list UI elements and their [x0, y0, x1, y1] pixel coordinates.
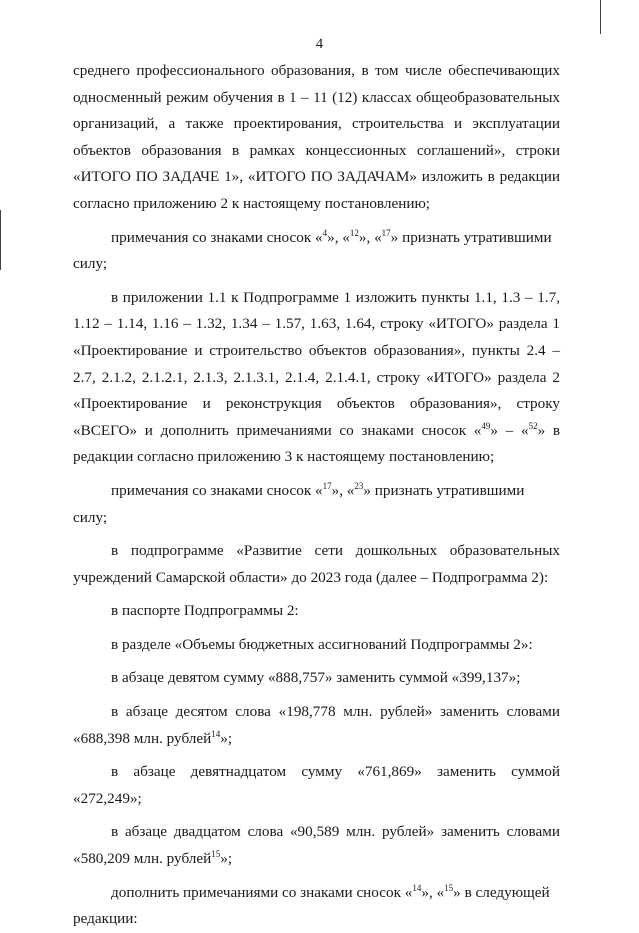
text-line: в приложении 1.1 к Подпрограмме 1 изложить пункты 1.1, 1.3 – 1.7,: [111, 288, 560, 306]
scan-edge-mark-left: [0, 210, 1, 270]
footnote-ref: 15: [211, 849, 221, 860]
text-span: », «: [331, 481, 355, 499]
footnote-ref: 4: [322, 227, 328, 238]
text-line: согласно приложению 2 к настоящему постановлению;: [73, 194, 431, 212]
paragraph-9: [73, 699, 560, 752]
text-span: » признать утратившими: [390, 228, 552, 246]
paragraph-6: в паспорте Подпрограммы 2:: [111, 602, 299, 620]
text-line: объектов образования в рамках концессионных соглашений», строки: [73, 141, 560, 159]
paragraph-2: [73, 225, 560, 278]
text-line: в абзаце девятнадцатом сумму «761,869» заменить суммой: [111, 763, 560, 781]
text-span: » в: [537, 421, 561, 439]
document-body: [73, 58, 560, 933]
text-line: редакции согласно приложению 3 к настоящему постановлению;: [73, 448, 495, 466]
text-span: «688,398 млн. рублей: [73, 729, 212, 747]
text-span: » – «: [490, 421, 529, 439]
paragraph-4: [73, 478, 560, 531]
paragraph-3: [73, 285, 560, 471]
text-line: организаций, а также проектирования, строительства и эксплуатации: [73, 115, 560, 133]
text-line: в абзаце десятом слова «198,778 млн. рублей» заменить словами: [111, 703, 560, 721]
text-line: 1.12 – 1.14, 1.16 – 1.32, 1.34 – 1.57, 1.63, 1.64, строку «ИТОГО»: [73, 315, 494, 333]
text-span: », «: [421, 883, 445, 901]
text-span: », «: [327, 228, 350, 246]
footnote-ref: 52: [528, 420, 538, 431]
text-span: примечания со знаками сносок «: [111, 228, 323, 246]
text-line: раздела 1 «Проектирование и строительство объектов образования»,: [73, 315, 560, 359]
paragraph-5: [73, 538, 560, 591]
text-line: среднего профессионального образования, в том числе обеспечивающих: [73, 62, 560, 79]
page-number: 4: [315, 36, 324, 52]
footnote-ref: 15: [444, 882, 454, 893]
footnote-ref: 14: [211, 728, 221, 739]
text-line: силу;: [73, 255, 108, 273]
text-span: дополнить примечаниями со знаками сносок «: [111, 883, 413, 901]
paragraph-1: [73, 58, 560, 218]
text-span: «580,209 млн. рублей: [73, 850, 212, 868]
text-span: » в следующей: [453, 883, 550, 901]
text-span: » признать утратившими: [363, 481, 525, 499]
footnote-ref: 12: [349, 227, 359, 238]
footnote-ref: 23: [354, 480, 364, 491]
text-line: в подпрограмме «Развитие сети дошкольных образовательных: [111, 542, 560, 560]
text-line: односменный режим обучения в 1 – 11 (12) классах общеобразовательных: [73, 88, 560, 106]
text-span: примечания со знаками сносок «: [111, 481, 323, 499]
text-line: учреждений Самарской области» до 2023 года (далее – Подпрограмма 2):: [73, 568, 549, 586]
paragraph-11: [73, 819, 560, 872]
text-line: «272,249»;: [73, 789, 142, 807]
text-line: силу;: [73, 508, 108, 526]
scan-edge-mark-top: [600, 0, 601, 34]
text-line: в абзаце двадцатом слова «90,589 млн. рублей» заменить словами: [111, 823, 560, 841]
text-span: », «: [358, 228, 382, 246]
text-line: редакции:: [73, 910, 138, 928]
paragraph-8: в абзаце девятом сумму «888,757» заменить суммой «399,137»;: [111, 669, 521, 687]
footnote-ref: 17: [381, 227, 391, 238]
text-span: «ВСЕГО» и дополнить примечаниями со знаками сносок «: [73, 421, 482, 439]
footnote-ref: 49: [481, 420, 491, 431]
paragraph-10: [73, 759, 560, 812]
text-line: пункты 2.4 – 2.7, 2.1.2, 2.1.2.1, 2.1.3, 2.1.3.1, 2.1.4, 2.1.4.1, строку «ИТОГО»: [73, 341, 560, 386]
text-span: »;: [220, 850, 233, 868]
paragraph-7: в разделе «Объемы бюджетных ассигнований Подпрограммы 2»:: [111, 635, 533, 653]
text-span: »;: [220, 729, 233, 747]
footnote-ref: 17: [322, 480, 332, 491]
text-line: «ИТОГО ПО ЗАДАЧЕ 1», «ИТОГО ПО ЗАДАЧАМ» изложить в редакции: [73, 168, 560, 186]
paragraph-12: [73, 880, 560, 933]
footnote-ref: 14: [412, 882, 422, 893]
text-line: раздела 2 «Проектирование и реконструкция объектов образования», строку: [73, 368, 560, 413]
